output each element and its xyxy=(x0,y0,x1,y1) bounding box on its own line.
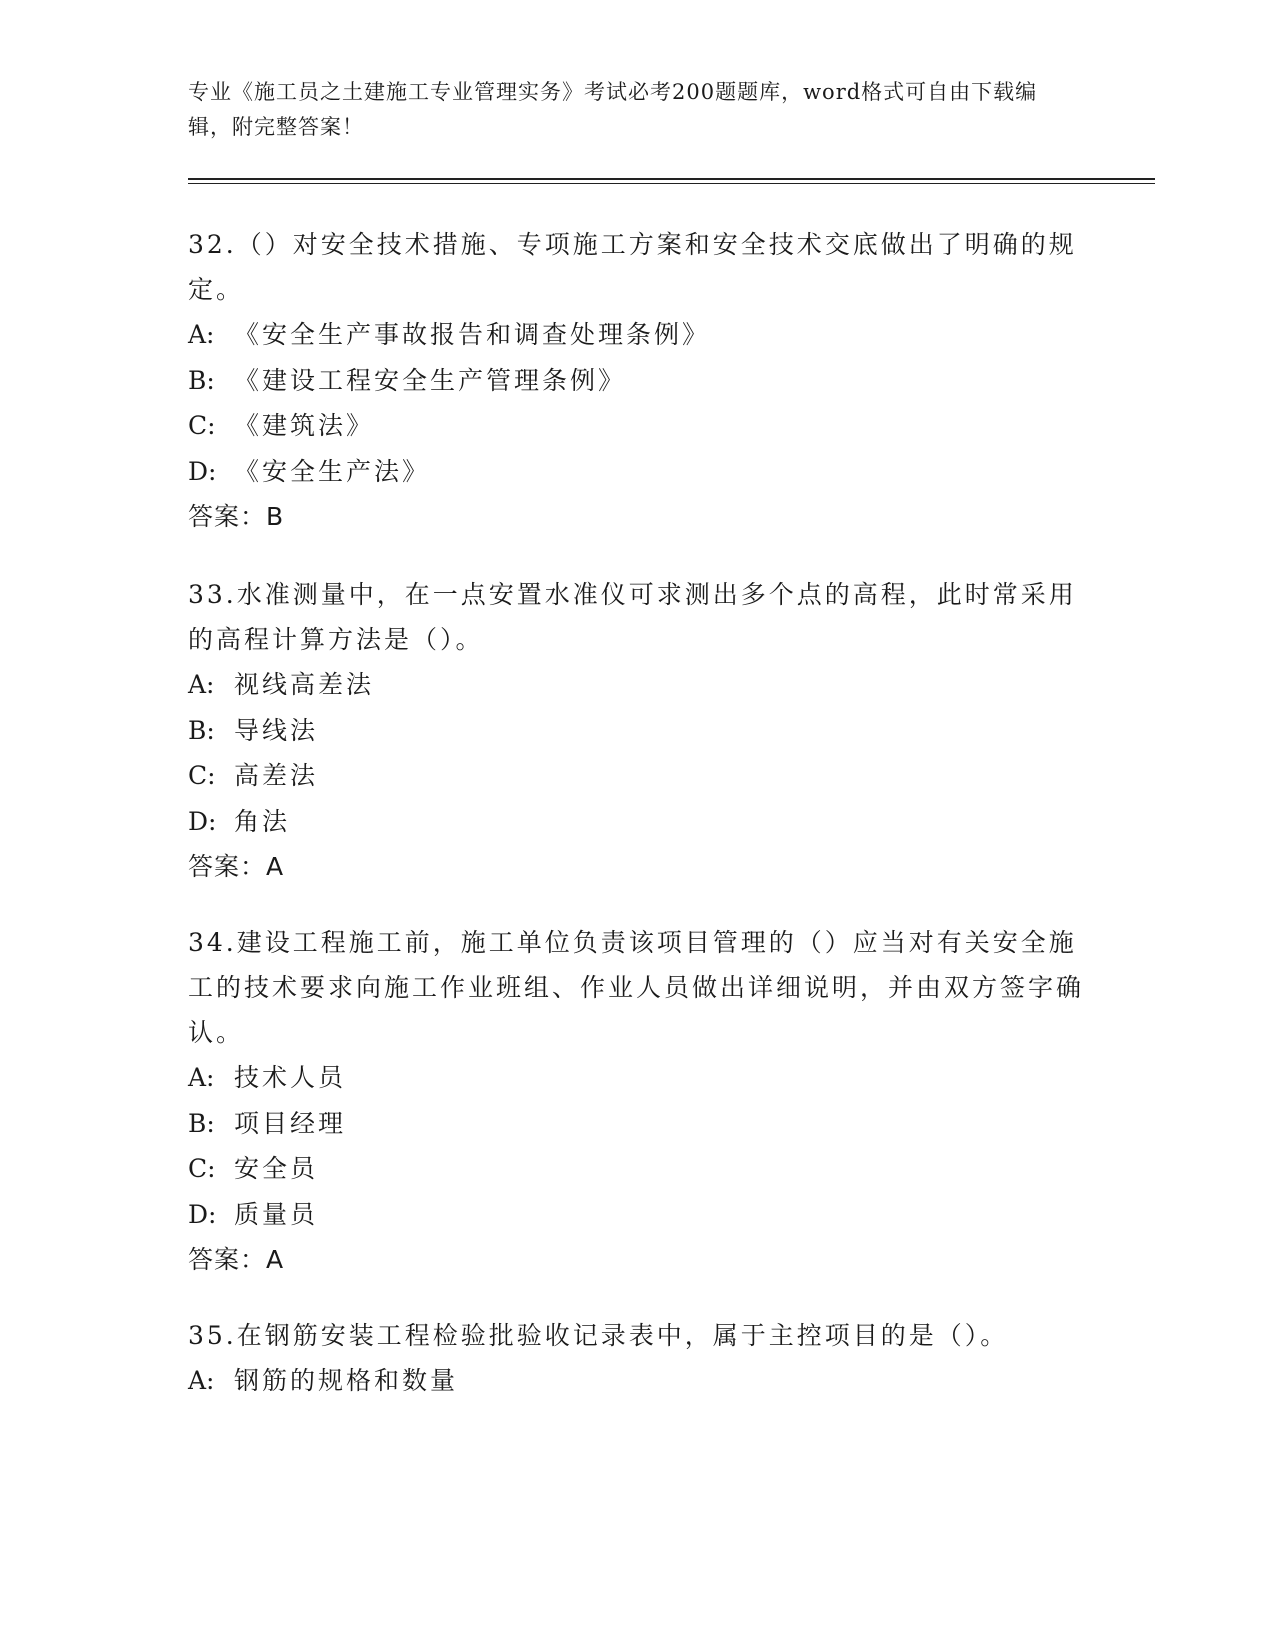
option-d xyxy=(188,1192,1088,1238)
option-text: 导线法 xyxy=(234,715,319,745)
header-divider-thick xyxy=(188,178,1155,180)
option-text: 钢筋的规格和数量 xyxy=(234,1366,459,1395)
question-34 xyxy=(188,920,1088,1283)
answer: 答案：A xyxy=(188,1245,285,1274)
option-letter: C: xyxy=(188,761,216,790)
option-a xyxy=(188,1055,1088,1101)
option-b xyxy=(188,1101,1088,1147)
option-a xyxy=(188,1358,1088,1404)
option-letter: A: xyxy=(188,1366,215,1395)
option-text: 视线高差法 xyxy=(234,670,375,699)
option-letter: B: xyxy=(188,715,215,745)
question-stem: 33.水准测量中，在一点安置水准仪可求测出多个点的高程，此时常采用的高程计算方法是（）。 xyxy=(188,580,1077,654)
option-c xyxy=(188,403,1088,449)
option-b xyxy=(188,358,1088,404)
option-c xyxy=(188,753,1088,799)
question-32 xyxy=(188,222,1088,540)
option-letter: C: xyxy=(188,1154,216,1183)
answer: 答案：A xyxy=(188,852,285,881)
option-text: 《安全生产法》 xyxy=(234,456,431,486)
question-stem: 34.建设工程施工前，施工单位负责该项目管理的（）应当对有关安全施工的技术要求向施工作业班组、作业人员做出详细说明，并由双方签字确认。 xyxy=(188,928,1085,1047)
option-c xyxy=(188,1146,1088,1192)
option-text: 高差法 xyxy=(234,761,319,790)
question-stem: 35.在钢筋安装工程检验批验收记录表中，属于主控项目的是（）。 xyxy=(188,1321,1009,1350)
option-letter: D: xyxy=(188,1199,217,1229)
option-letter: B: xyxy=(188,1108,215,1138)
option-text: 角法 xyxy=(234,806,291,836)
option-text: 质量员 xyxy=(234,1199,319,1229)
option-text: 技术人员 xyxy=(234,1063,347,1092)
option-text: 项目经理 xyxy=(234,1108,347,1138)
option-text: 《建筑法》 xyxy=(234,411,375,440)
option-text: 《建设工程安全生产管理条例》 xyxy=(234,365,627,395)
option-a xyxy=(188,312,1088,358)
option-letter: C: xyxy=(188,411,216,440)
option-text: 《安全生产事故报告和调查处理条例》 xyxy=(234,320,711,349)
question-33 xyxy=(188,572,1088,890)
option-letter: B: xyxy=(188,365,215,395)
document-header: 专业《施工员之土建施工专业管理实务》考试必考200题题库，word格式可自由下载编辑，附完整答案！ xyxy=(188,80,1038,139)
option-letter: D: xyxy=(188,456,217,486)
question-stem: 32.（）对安全技术措施、专项施工方案和安全技术交底做出了明确的规定。 xyxy=(188,230,1077,304)
option-a xyxy=(188,662,1088,708)
option-letter: A: xyxy=(188,1063,215,1092)
option-b xyxy=(188,708,1088,754)
option-d xyxy=(188,799,1088,845)
option-letter: A: xyxy=(188,670,215,699)
option-d xyxy=(188,449,1088,495)
question-35 xyxy=(188,1313,1088,1404)
option-letter: D: xyxy=(188,806,217,836)
option-letter: A: xyxy=(188,320,215,349)
answer: 答案：B xyxy=(188,502,285,531)
option-text: 安全员 xyxy=(234,1154,319,1183)
header-divider-thin xyxy=(188,183,1155,184)
